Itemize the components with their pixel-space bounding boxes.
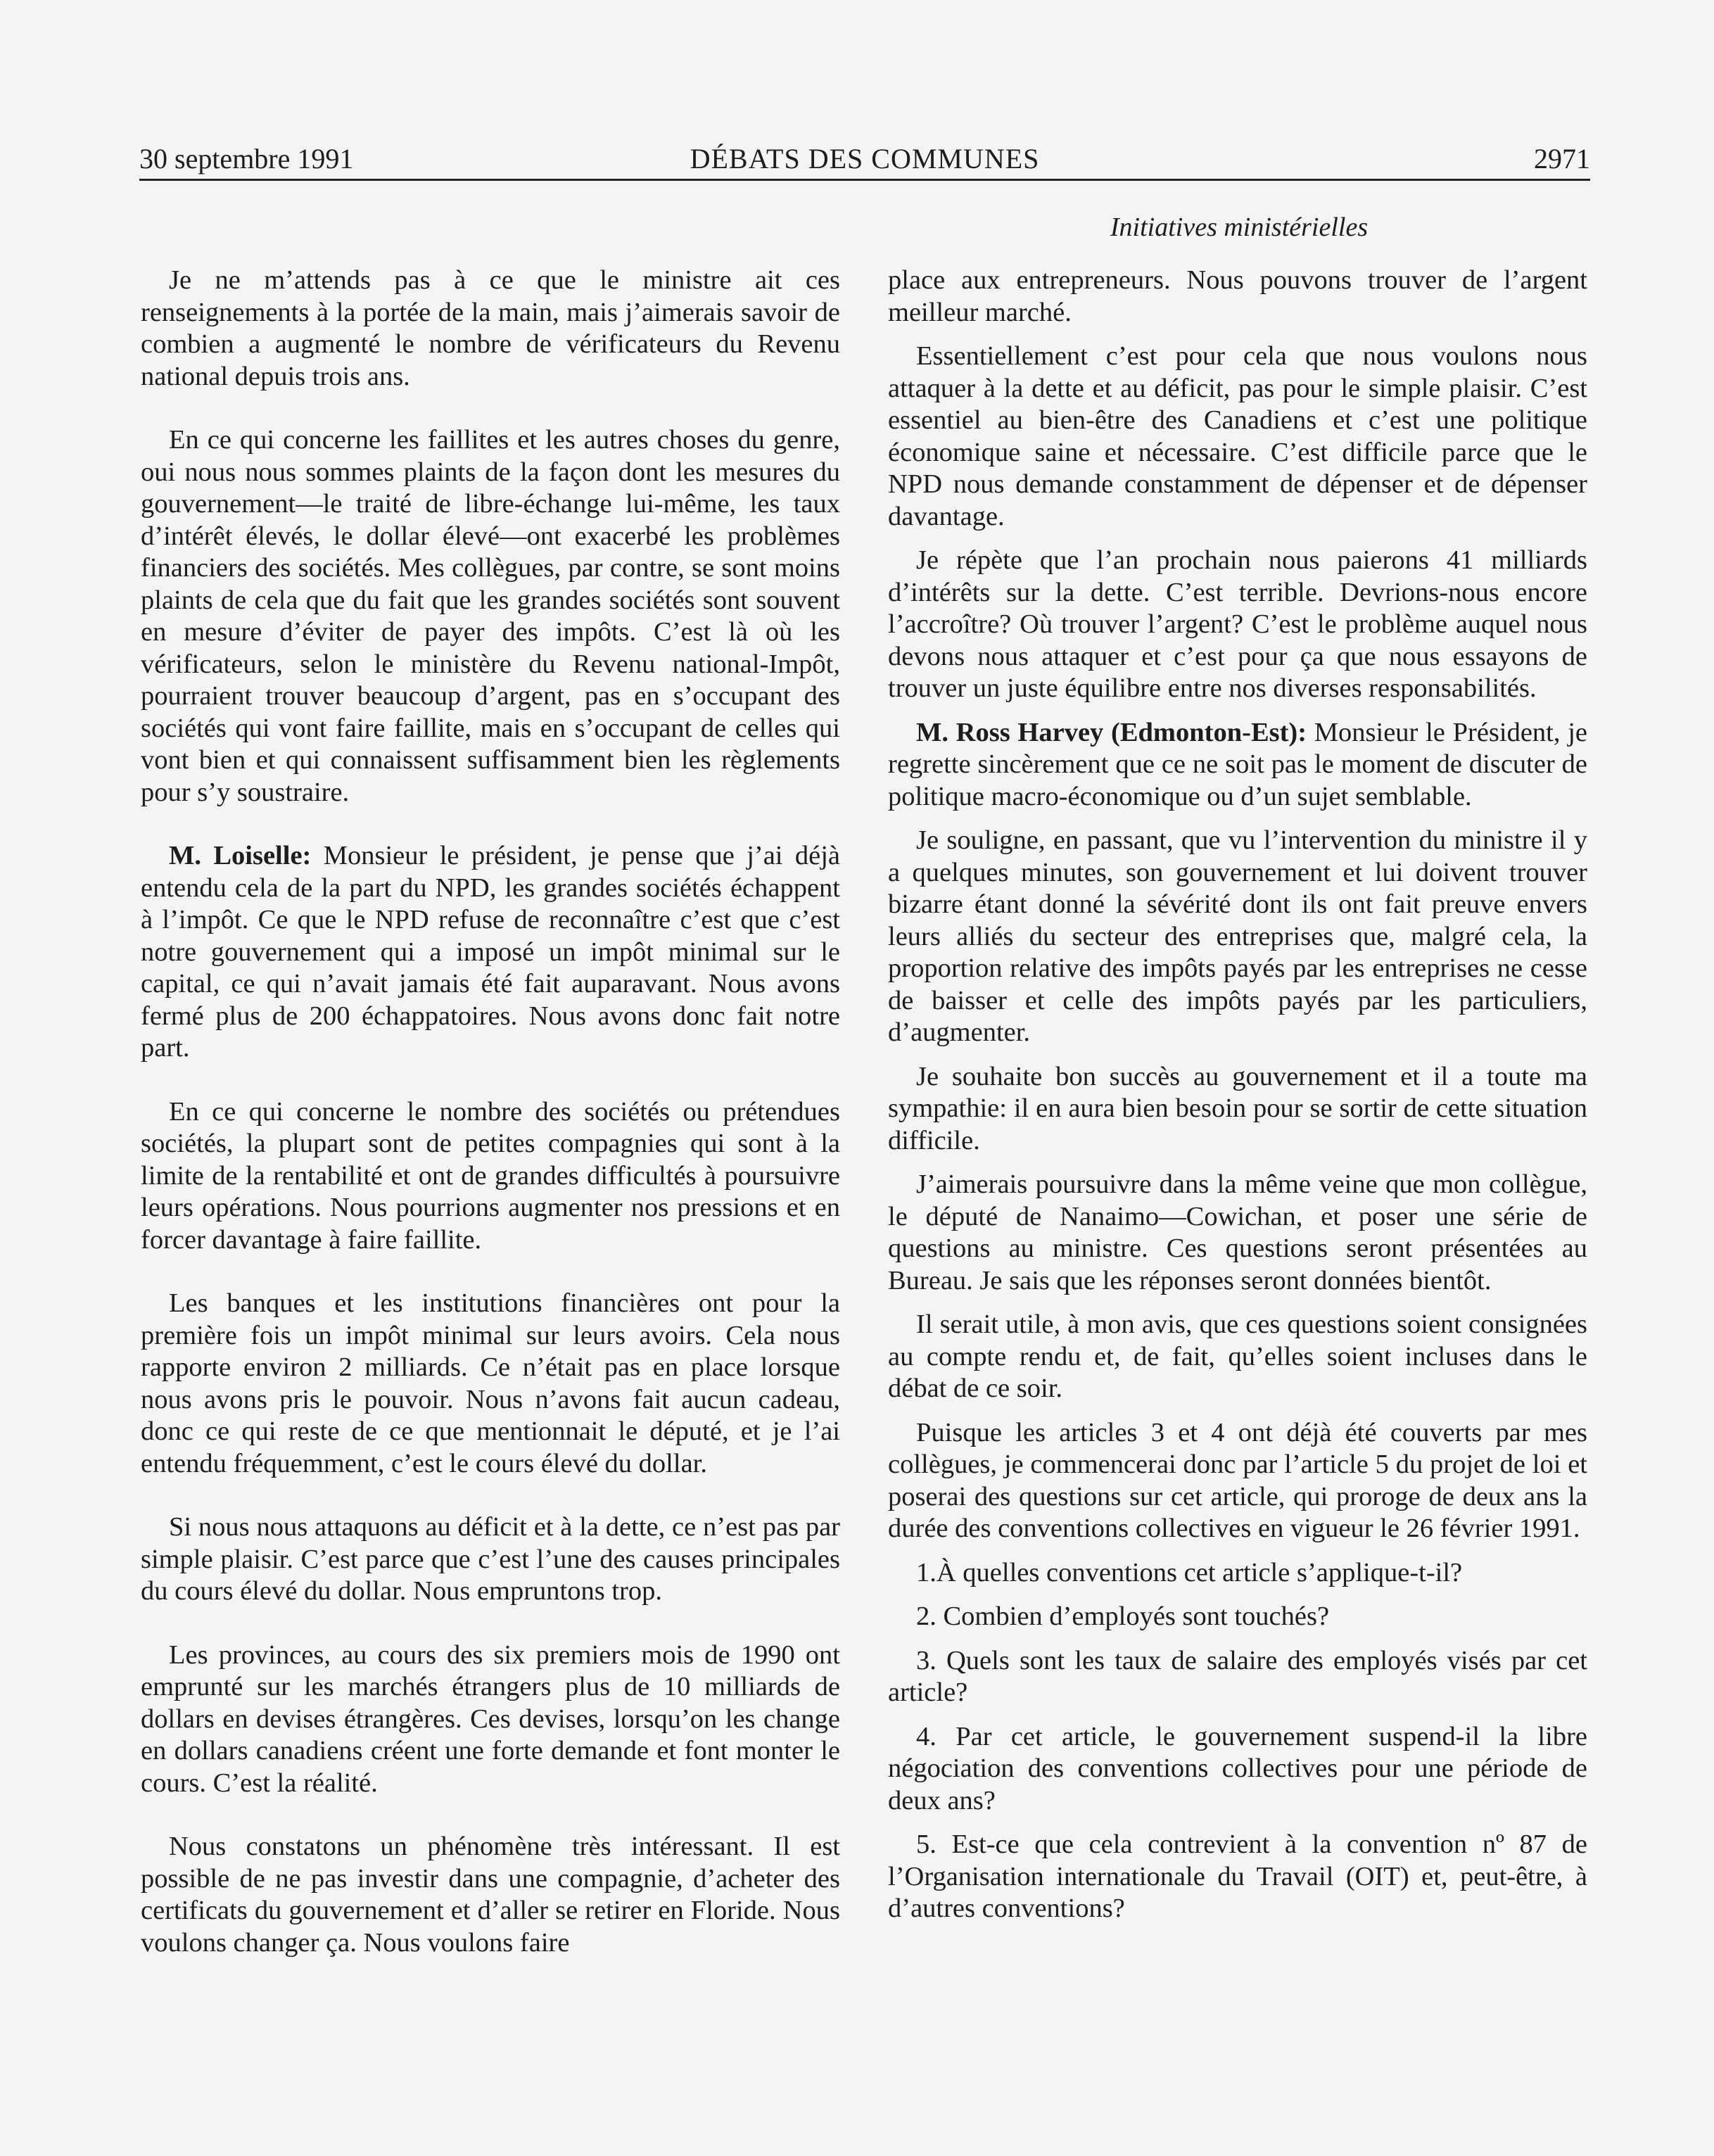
paragraph-text: J’aimerais poursuivre dans la même veine que mon collègue, le député de Nanaimo—Cowichan, et poser une série de questions au ministre. Ces questions seront présentées au Bureau. Je sais que les réponses seront données bientôt.	[888, 1169, 1587, 1295]
paragraph	[888, 1829, 1587, 1925]
paragraph-text: Les provinces, au cours des six premiers mois de 1990 ont emprunté sur les marchés étrangers plus de 10 milliards de dollars en devises étrangères. Ces devises, lorsqu’on les change en dollars canadiens créent une forte demande et font monter le cours. C’est la réalité.	[141, 1640, 840, 1798]
paragraph	[141, 1096, 840, 1257]
paragraph	[141, 1640, 840, 1800]
paragraph	[888, 1601, 1587, 1633]
paragraph	[888, 1169, 1587, 1297]
paragraph-text: Puisque les articles 3 et 4 ont déjà été couverts par mes collègues, je commencerai donc par l’article 5 du projet de loi et poserai des questions sur cet article, qui proroge de deux ans la durée des conventions collectives en vigueur le 26 février 1991.	[888, 1417, 1587, 1543]
paragraph	[888, 1721, 1587, 1818]
paragraph	[141, 424, 840, 808]
paragraph-text: 1.À quelles conventions cet article s’applique-t-il?	[916, 1557, 1463, 1587]
paragraph	[888, 1645, 1587, 1709]
paragraph	[888, 1557, 1587, 1590]
paragraph	[888, 717, 1587, 813]
header-date: 30 septembre 1991	[139, 143, 354, 175]
paragraph-text: En ce qui concerne les faillites et les autres choses du genre, oui nous nous sommes plaints de la façon dont les mesures du gouvernement—le traité de libre-échange lui-même, les taux d’intérêt élevés, le dollar élevé—ont exacerbé les problèmes financiers des sociétés. Mes collègues, par contre, se sont moins plaints de cela que du fait que les grandes sociétés sont souvent en mesure d’éviter de payer des impôts. C’est là où les vérificateurs, selon le ministère du Revenu national-Impôt, pourraient trouver beaucoup d’argent, pas en s’occupant des sociétés qui vont faire faillite, mais en s’occupant de celles qui vont bien et qui connaissent suffisamment bien les règlements pour s’y soustraire.	[141, 425, 840, 807]
paragraph-text: Je souligne, en passant, que vu l’intervention du ministre il y a quelques minutes, son gouvernement et lui doivent trouver bizarre étant donné la sévérité dont ils ont fait preuve envers leurs alliés du secteur des entreprises que, malgré cela, la proportion relative des impôts payés par les entreprises ne cesse de baisser et celle des impôts payés par les particuliers, d’augmenter.	[888, 825, 1587, 1047]
paragraph-text: En ce qui concerne le nombre des sociétés ou prétendues sociétés, la plupart sont de petites compagnies qui sont à la limite de la rentabilité et ont de grandes difficultés à poursuivre leurs opérations. Nous pourrions augmenter nos pressions et en forcer davantage à faire faillite.	[141, 1096, 840, 1255]
paragraph	[888, 1417, 1587, 1545]
paragraph	[888, 341, 1587, 533]
paragraph-text: Il serait utile, à mon avis, que ces questions soient consignées au compte rendu et, de fait, qu’elles soient incluses dans le débat de ce soir.	[888, 1310, 1587, 1403]
left-column	[141, 265, 840, 1991]
paragraph-text: 3. Quels sont les taux de salaire des employés visés par cet article?	[888, 1645, 1587, 1707]
right-column	[888, 265, 1587, 1937]
paragraph	[141, 1288, 840, 1480]
section-label: Initiatives ministérielles	[1110, 213, 1369, 242]
paragraph-text: 4. Par cet article, le gouvernement suspend-il la libre négociation des conventions collectives pour une période de deux ans?	[888, 1721, 1587, 1815]
paragraph-text: Essentiellement c’est pour cela que nous voulons nous attaquer à la dette et au déficit, pas pour le simple plaisir. C’est essentiel au bien-être des Canadiens et c’est une politique économique saine et nécessaire. C’est difficile parce que le NPD nous demande constamment de dépenser et de dépenser davantage.	[888, 341, 1587, 531]
paragraph-text: Si nous nous attaquons au déficit et à la dette, ce n’est pas par simple plaisir. C’est parce que c’est l’une des causes principales du cours élevé du dollar. Nous empruntons trop.	[141, 1512, 840, 1606]
paragraph-text: Je souhaite bon succès au gouvernement et il a toute ma sympathie: il en aura bien besoin pour se sortir de cette situation difficile.	[888, 1061, 1587, 1155]
paragraph-text: place aux entrepreneurs. Nous pouvons trouver de l’argent meilleur marché.	[888, 265, 1587, 327]
paragraph	[141, 1511, 840, 1608]
paragraph	[888, 1309, 1587, 1405]
paragraph-text: Monsieur le Président, je regrette sincèrement que ce ne soit pas le moment de discuter de politique macro-économique ou d’un sujet semblable.	[888, 717, 1587, 811]
paragraph-text: Nous constatons un phénomène très intéressant. Il est possible de ne pas investir dans une compagnie, d’acheter des certificats du gouvernement et d’aller se retirer en Floride. Nous voulons changer ça. Nous voulons faire	[141, 1832, 840, 1958]
paragraph-text: 2. Combien d’employés sont touchés?	[916, 1602, 1330, 1631]
paragraph	[141, 840, 840, 1065]
paragraph-text: Je répète que l’an prochain nous paierons 41 milliards d’intérêts sur la dette. C’est terrible. Devrions-nous encore l’accroître? Où trouver l’argent? C’est le problème auquel nous devons nous attaquer et c’est pour ça que nous essayons de trouver un juste équilibre entre nos diverses responsabilités.	[888, 545, 1587, 703]
paragraph-text: Je ne m’attends pas à ce que le ministre ait ces renseignements à la portée de la main, mais j’aimerais savoir de combien a augmenté le nombre de vérificateurs du Revenu national depuis trois ans.	[141, 265, 840, 391]
header-page-number: 2971	[1534, 143, 1590, 175]
paragraph	[141, 1831, 840, 1959]
paragraph	[888, 265, 1587, 329]
speaker-name: M. Ross Harvey (Edmonton-Est):	[916, 717, 1307, 747]
speaker-name: M. Loiselle:	[169, 841, 312, 870]
paragraph	[888, 545, 1587, 705]
paragraph-text: Monsieur le président, je pense que j’ai déjà entendu cela de la part du NPD, les grandes sociétés échappent à l’impôt. Ce que le NPD refuse de reconnaître c’est que c’est notre gouvernement qui a imposé un impôt minimal sur le capital, ce qui n’avait jamais été fait auparavant. Nous avons fermé plus de 200 échappatoires. Nous avons donc fait notre part.	[141, 841, 841, 1063]
paragraph	[888, 1061, 1587, 1158]
paragraph-text: Les banques et les institutions financières ont pour la première fois un impôt minimal sur leurs avoirs. Cela nous rapporte environ 2 milliards. Ce n’était pas en place lorsque nous avons pris le pouvoir. Nous n’avons fait aucun cadeau, donc ce qui reste de ce que mentionnait le député, et je l’ai entendu fréquemment, c’est le cours élevé du dollar.	[141, 1288, 840, 1478]
paragraph	[888, 825, 1587, 1049]
paragraph-text: 5. Est-ce que cela contrevient à la convention nº 87 de l’Organisation internationale du Travail (OIT) et, peut-être, à d’autres conventions?	[888, 1830, 1587, 1923]
header-journal-title: DÉBATS DES COMMUNES	[690, 143, 1040, 175]
paragraph	[141, 265, 840, 393]
page-header	[139, 139, 1590, 181]
